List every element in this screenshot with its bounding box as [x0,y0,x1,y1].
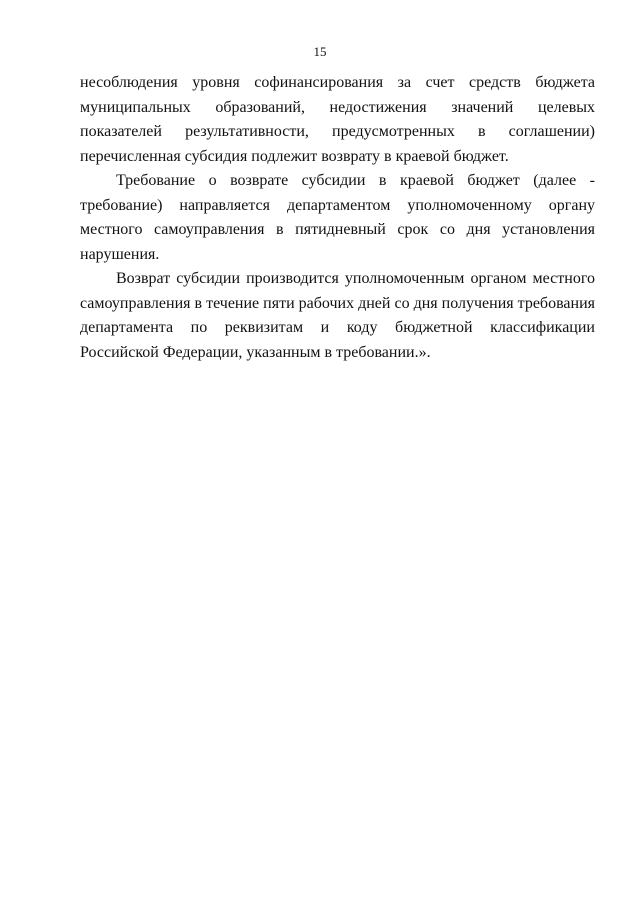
paragraph-subsidy-return: Возврат субсидии производится уполномоченным органом местного самоуправления в течение пяти рабочих дней со дня получения требования департамента по реквизитам и коду бюджетной классификации Российской Федерации, указанным в требовании.». [80,270,595,361]
page-number: 15 [313,44,327,59]
document-body [80,71,595,365]
paragraph-continuation: несоблюдения уровня софинансирования за счет средств бюджета муниципальных образований, недостижения значений целевых показателей результативности, предусмотренных в соглашении) перечисленная субсидия подлежит возврату в краевой бюджет. [80,74,595,165]
paragraph-demand-notice: Требование о возврате субсидии в краевой бюджет (далее - требование) направляется департаментом уполномоченному органу местного самоуправления в пятидневный срок со дня установления нарушения. [80,172,595,263]
